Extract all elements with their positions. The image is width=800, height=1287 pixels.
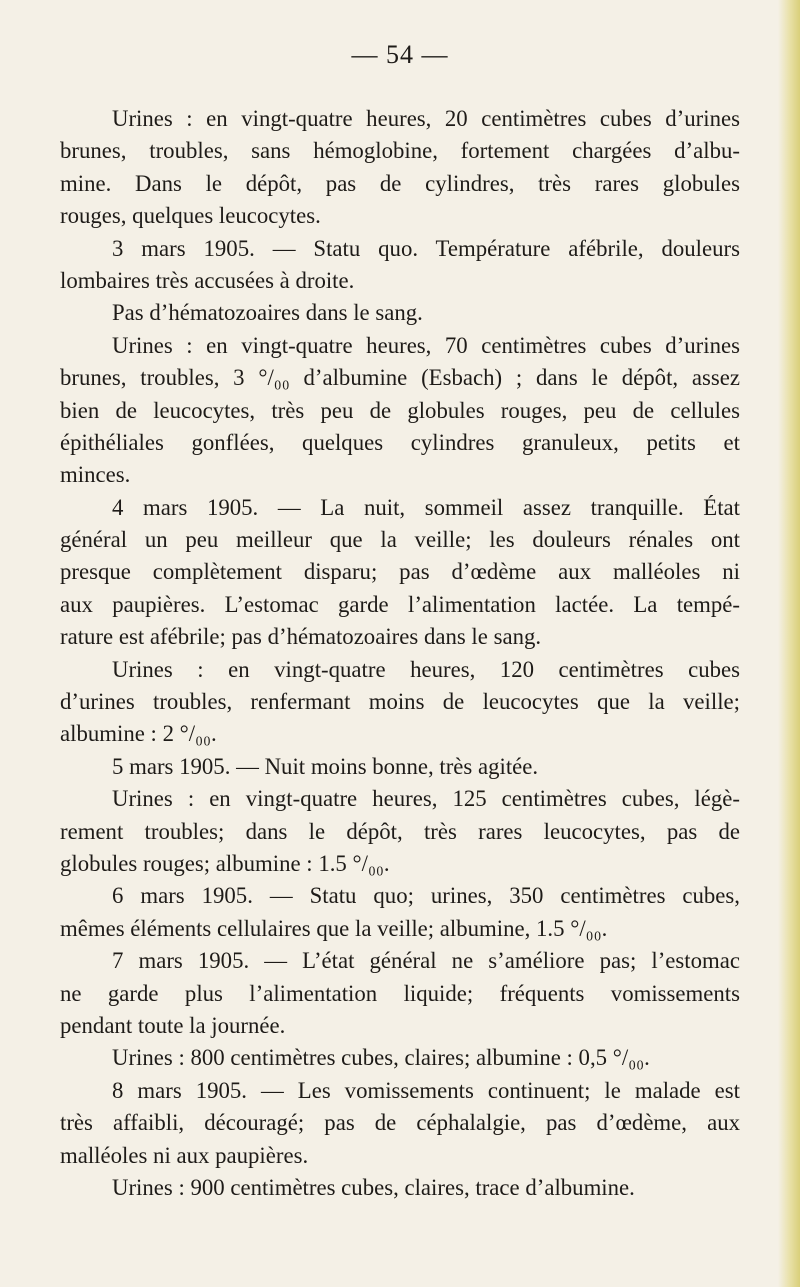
page-number-header: — 54 — (351, 40, 449, 69)
text-line: Urines : 900 centimètres cubes, claires, trace d’albumine. (112, 1174, 635, 1200)
page-edge-discoloration (778, 0, 800, 1287)
page-body-text (60, 103, 740, 1204)
text-line: Pas d’hématozoaires dans le sang. (112, 300, 423, 326)
text-line: albumine : 2 °/₀₀. (60, 721, 217, 747)
text-line: d’urines troubles, renfermant moins de leucocytes que la veille; (60, 689, 740, 715)
text-line: ne garde plus l’alimentation liquide; fréquents vomissements (60, 980, 740, 1006)
text-line: rature est afébrile; pas d’hématozoaires dans le sang. (60, 624, 542, 650)
text-line: rement troubles; dans le dépôt, très rares leucocytes, pas de (60, 818, 740, 844)
text-line: malléoles ni aux paupières. (60, 1142, 309, 1168)
text-line: épithéliales gonflées, quelques cylindres granuleux, petits et (60, 429, 740, 455)
text-line: 5 mars 1905. — Nuit moins bonne, très agitée. (112, 753, 539, 779)
text-line: très affaibli, découragé; pas de céphalalgie, pas d’œdème, aux (60, 1110, 740, 1136)
text-line: général un peu meilleur que la veille; les douleurs rénales ont (60, 527, 740, 553)
text-line: 3 mars 1905. — Statu quo. Température afébrile, douleurs (112, 235, 740, 261)
text-line: bien de leucocytes, très peu de globules rouges, peu de cellules (60, 397, 740, 423)
text-line: 8 mars 1905. — Les vomissements continuent; le malade est (112, 1077, 740, 1103)
text-line: minces. (60, 462, 131, 488)
text-line: Urines : en vingt-quatre heures, 70 centimètres cubes d’urines (112, 332, 740, 358)
text-line: mêmes éléments cellulaires que la veille; albumine, 1.5 °/₀₀. (60, 915, 608, 941)
text-line: lombaires très accusées à droite. (60, 267, 355, 293)
text-line: Urines : en vingt-quatre heures, 20 centimètres cubes d’urines (112, 106, 740, 131)
text-line: 4 mars 1905. — La nuit, sommeil assez tranquille. État (112, 494, 740, 520)
text-line: pendant toute la journée. (60, 1012, 286, 1038)
text-line: 7 mars 1905. — L’état général ne s’améliore pas; l’estomac (112, 948, 740, 974)
text-line: Urines : en vingt-quatre heures, 120 centimètres cubes (112, 656, 740, 682)
text-line: aux paupières. L’estomac garde l’alimentation lactée. La tempé- (60, 591, 740, 617)
text-line: 6 mars 1905. — Statu quo; urines, 350 centimètres cubes, (112, 883, 740, 909)
text-line: rouges, quelques leucocytes. (60, 203, 321, 229)
text-line: brunes, troubles, sans hémoglobine, fortement chargées d’albu- (60, 138, 740, 164)
text-line: presque complètement disparu; pas d’œdème aux malléoles ni (60, 559, 740, 585)
text-line: brunes, troubles, 3 °/₀₀ d’albumine (Esbach) ; dans le dépôt, assez (60, 365, 740, 391)
text-line: mine. Dans le dépôt, pas de cylindres, très rares globules (60, 170, 740, 196)
text-line: globules rouges; albumine : 1.5 °/₀₀. (60, 850, 390, 876)
text-line: Urines : 800 centimètres cubes, claires; albumine : 0,5 °/₀₀. (112, 1045, 650, 1071)
text-line: Urines : en vingt-quatre heures, 125 centimètres cubes, légè- (112, 786, 740, 812)
